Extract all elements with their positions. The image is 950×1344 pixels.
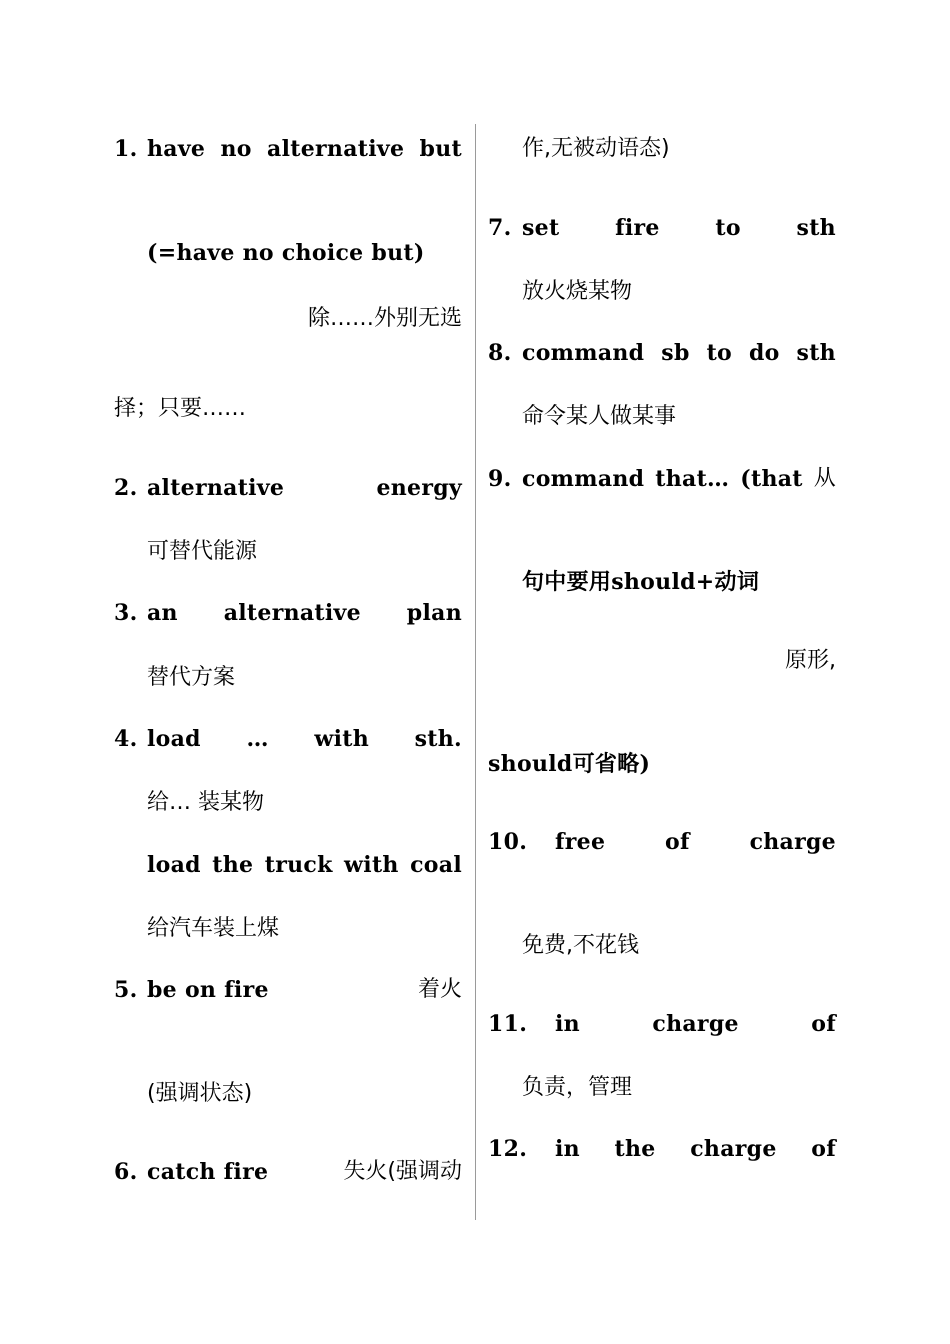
word: energy (376, 475, 462, 501)
word: plan (406, 600, 462, 626)
translation: 给… 装某物 (147, 790, 264, 815)
translation: 负责，管理 (522, 1075, 633, 1100)
item-number: 10. (488, 829, 528, 855)
word: but (419, 136, 462, 162)
word: set (522, 215, 560, 241)
translation: 命令某人做某事 (522, 404, 677, 429)
word: of (811, 1136, 836, 1162)
translation: 替代方案 (147, 665, 236, 690)
item-number: 4. (114, 726, 138, 752)
word: sth (796, 215, 836, 241)
phrase-an-alternative-plan (147, 600, 462, 626)
word: of (811, 1011, 836, 1037)
word: sth. (414, 726, 462, 752)
word: do (748, 340, 780, 366)
translation: 失火(强调动 (343, 1159, 462, 1184)
word: (that (740, 466, 803, 492)
word: sth (796, 340, 836, 366)
word: command (522, 340, 645, 366)
word: the (614, 1136, 656, 1162)
continuation-text: 作,无被动语态) (522, 136, 670, 161)
translation: 免费,不花钱 (522, 933, 639, 958)
word: charge (690, 1136, 777, 1162)
word: alternative (267, 136, 405, 162)
word: no (220, 136, 252, 162)
word: the (212, 852, 254, 878)
word: alternative (147, 475, 285, 501)
phrase-be-on-fire: be on fire (147, 977, 269, 1003)
word: with (344, 852, 399, 878)
word: coal (410, 852, 462, 878)
item-number: 2. (114, 475, 138, 501)
word: of (665, 829, 690, 855)
phrase-free-of-charge (555, 829, 836, 855)
phrase-in-charge-of (555, 1011, 836, 1037)
column-divider (475, 124, 476, 1220)
word: free (555, 829, 606, 855)
translation: 放火烧某物 (522, 279, 633, 304)
phrase-synonym: (=have no choice but) (147, 240, 425, 266)
word: alternative (223, 600, 361, 626)
phrase-load-with (147, 726, 462, 752)
word: … (246, 726, 269, 752)
word: an (147, 600, 178, 626)
phrase-set-fire-to (522, 215, 836, 241)
word: command (522, 466, 645, 492)
usage-note: should可省略) (488, 751, 651, 777)
word: in (555, 1011, 580, 1037)
phrase-command-sb-to-do (522, 340, 836, 366)
usage-note: 原形, (785, 648, 836, 673)
example-sentence (147, 852, 462, 878)
item-number: 3. (114, 600, 138, 626)
item-number: 1. (114, 136, 138, 162)
word: load (147, 852, 201, 878)
phrase-in-the-charge-of (555, 1136, 836, 1162)
translation: 除……外别无选 (307, 306, 462, 331)
translation: 给汽车装上煤 (147, 916, 280, 941)
item-number: 6. (114, 1159, 138, 1185)
word: charge (652, 1011, 739, 1037)
word: that… (655, 466, 730, 492)
phrase-command-that (522, 466, 836, 492)
word: charge (749, 829, 836, 855)
phrase-catch-fire: catch fire (147, 1159, 269, 1185)
word: truck (264, 852, 333, 878)
translation: 可替代能源 (147, 539, 258, 564)
word: sb (661, 340, 690, 366)
item-number: 9. (488, 466, 512, 492)
phrase-have-no-alternative-but (147, 136, 462, 162)
usage-note: 句中要用should+动词 (522, 569, 760, 595)
word: load (147, 726, 201, 752)
translation: 择；只要…… (114, 396, 247, 421)
translation: 着火 (417, 977, 462, 1002)
item-number: 5. (114, 977, 138, 1003)
word: fire (615, 215, 660, 241)
word: have (147, 136, 206, 162)
word: 从 (813, 466, 836, 491)
item-number: 11. (488, 1011, 528, 1037)
usage-note: (强调状态) (147, 1081, 253, 1106)
item-number: 8. (488, 340, 512, 366)
phrase-alternative-energy (147, 475, 462, 501)
item-number: 12. (488, 1136, 528, 1162)
word: to (706, 340, 733, 366)
word: in (555, 1136, 580, 1162)
item-number: 7. (488, 215, 512, 241)
word: with (314, 726, 369, 752)
word: to (715, 215, 741, 241)
